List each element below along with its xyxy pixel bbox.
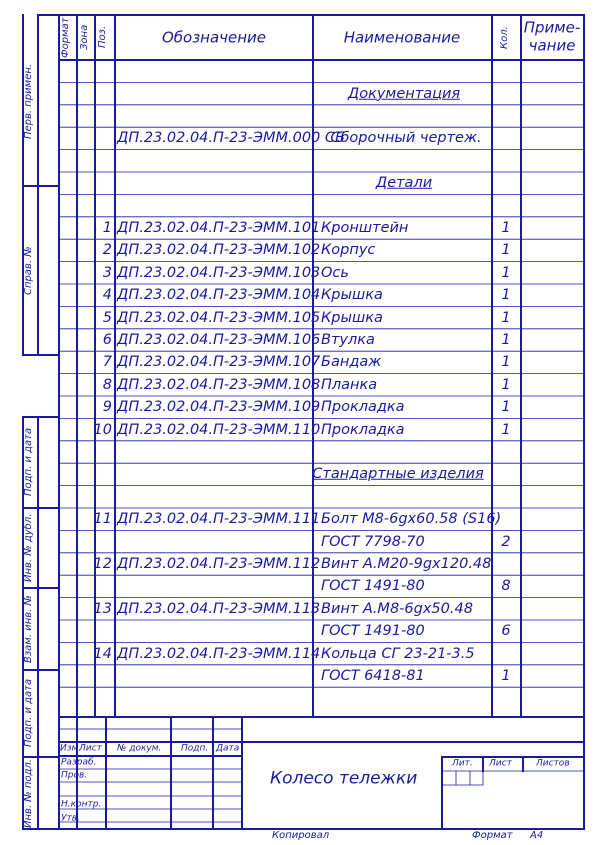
tb-podp: Подп. [181,743,209,754]
footer-format-label: Формат [472,830,513,841]
std-pos: 11 [93,510,112,527]
part-pos: 1 [102,219,112,236]
part-pos: 8 [102,376,112,393]
part-qty: 1 [501,309,511,326]
side-podp-data-2: Подп. и дата [23,678,34,747]
std-name: Болт М8-6gx60.58 (S16) [321,510,502,527]
std-name: Кольца СГ 23-21-3.5 [321,645,475,662]
header-name: Наименование [343,28,461,47]
footer-copied: Копировал [272,830,330,841]
std-code: ДП.23.02.04.П-23-ЭММ.113 [117,600,321,617]
std-gost: ГОСТ 1491-80 [321,578,425,595]
part-name: Крышка [321,286,383,303]
tb-sheets: Листов [536,758,570,769]
part-pos: 6 [102,331,112,348]
part-name: Планка [321,376,378,393]
side-podp-data-1: Подп. и дата [23,427,34,496]
std-pos: 13 [93,600,112,617]
part-qty: 1 [501,264,511,281]
part-pos: 4 [102,286,112,303]
tb-utv: Утв. [61,813,80,824]
header-note-line2: чание [528,36,576,55]
std-pos: 14 [93,645,112,662]
header-qty: Кол. [499,25,510,49]
header-note-line1: Приме- [523,18,581,37]
std-qty: 8 [501,578,511,595]
part-name: Крышка [321,309,383,326]
std-gost: ГОСТ 1491-80 [321,622,425,639]
section-documentation: Документация [347,85,461,102]
tb-prov: Пров. [61,770,88,781]
part-code: ДП.23.02.04.П-23-ЭММ.104 [117,286,321,303]
std-code: ДП.23.02.04.П-23-ЭММ.114 [117,645,321,662]
std-pos: 12 [93,555,112,572]
tb-title: Колесо тележки [270,768,418,789]
part-name: Прокладка [321,398,405,415]
std-name: Винт А.М8-6gx50.48 [321,600,473,617]
part-code: ДП.23.02.04.П-23-ЭММ.103 [117,264,321,281]
part-code: ДП.23.02.04.П-23-ЭММ.110 [117,421,321,438]
std-name: Винт А.М20-9gx120.48 [321,555,492,572]
std-gost: ГОСТ 6418-81 [321,667,425,684]
part-code: ДП.23.02.04.П-23-ЭММ.105 [117,309,321,326]
part-code: ДП.23.02.04.П-23-ЭММ.107 [117,354,321,371]
part-qty: 1 [501,286,511,303]
footer-format-value: А4 [530,830,544,841]
tb-lit: Лит. [452,758,473,769]
part-qty: 1 [501,376,511,393]
tb-data: Дата [216,743,240,754]
part-code: ДП.23.02.04.П-23-ЭММ.106 [117,331,321,348]
tb-razrab: Разраб. [61,757,97,768]
part-code: ДП.23.02.04.П-23-ЭММ.101 [117,219,321,236]
tb-dokum: № докум. [117,743,162,754]
part-pos: 9 [102,398,112,415]
part-qty: 1 [501,421,511,438]
side-inv-podl: Инв. № подл. [23,758,34,828]
part-qty: 1 [501,354,511,371]
section-parts: Детали [375,174,433,191]
assembly-name: Сборочный чертеж. [330,130,482,147]
part-pos: 7 [102,354,112,371]
part-code: ДП.23.02.04.П-23-ЭММ.102 [117,242,321,259]
part-qty: 1 [501,331,511,348]
std-qty: 1 [501,667,511,684]
header-designation: Обозначение [161,28,267,47]
header-pos: Поз. [97,25,108,48]
tb-sheet: Лист [489,758,512,769]
part-name: Прокладка [321,421,405,438]
tb-izm: Изм. [60,743,82,754]
header-format: Формат [60,16,71,58]
part-pos: 5 [102,309,112,326]
tb-list: Лист [79,743,102,754]
part-code: ДП.23.02.04.П-23-ЭММ.108 [117,376,321,393]
side-inv-dubl: Инв. № дубл. [23,513,34,582]
part-name: Бандаж [321,354,382,371]
part-pos: 3 [102,264,112,281]
side-sprav-no: Справ. № [23,245,34,295]
part-qty: 1 [501,242,511,259]
part-qty: 1 [501,398,511,415]
header-zone: Зона [79,24,90,50]
side-perv-primen: Перв. примен. [23,63,34,139]
std-qty: 2 [501,533,511,550]
part-name: Кронштейн [321,219,409,236]
part-qty: 1 [501,219,511,236]
part-pos: 2 [102,242,112,259]
part-name: Ось [321,264,349,281]
std-qty: 6 [501,622,511,639]
std-gost: ГОСТ 7798-70 [321,533,425,550]
part-name: Втулка [321,331,375,348]
section-standard: Стандартные изделия [312,466,484,483]
std-code: ДП.23.02.04.П-23-ЭММ.111 [117,510,321,527]
std-code: ДП.23.02.04.П-23-ЭММ.112 [117,555,321,572]
assembly-code: ДП.23.02.04.П-23-ЭММ.000 СБ [117,130,345,147]
part-pos: 10 [93,421,112,438]
side-vzam-inv: Взам. инв. № [23,595,34,663]
part-name: Корпус [321,242,376,259]
tb-nkontr: Н.контр. [61,799,102,810]
part-code: ДП.23.02.04.П-23-ЭММ.109 [117,398,321,415]
